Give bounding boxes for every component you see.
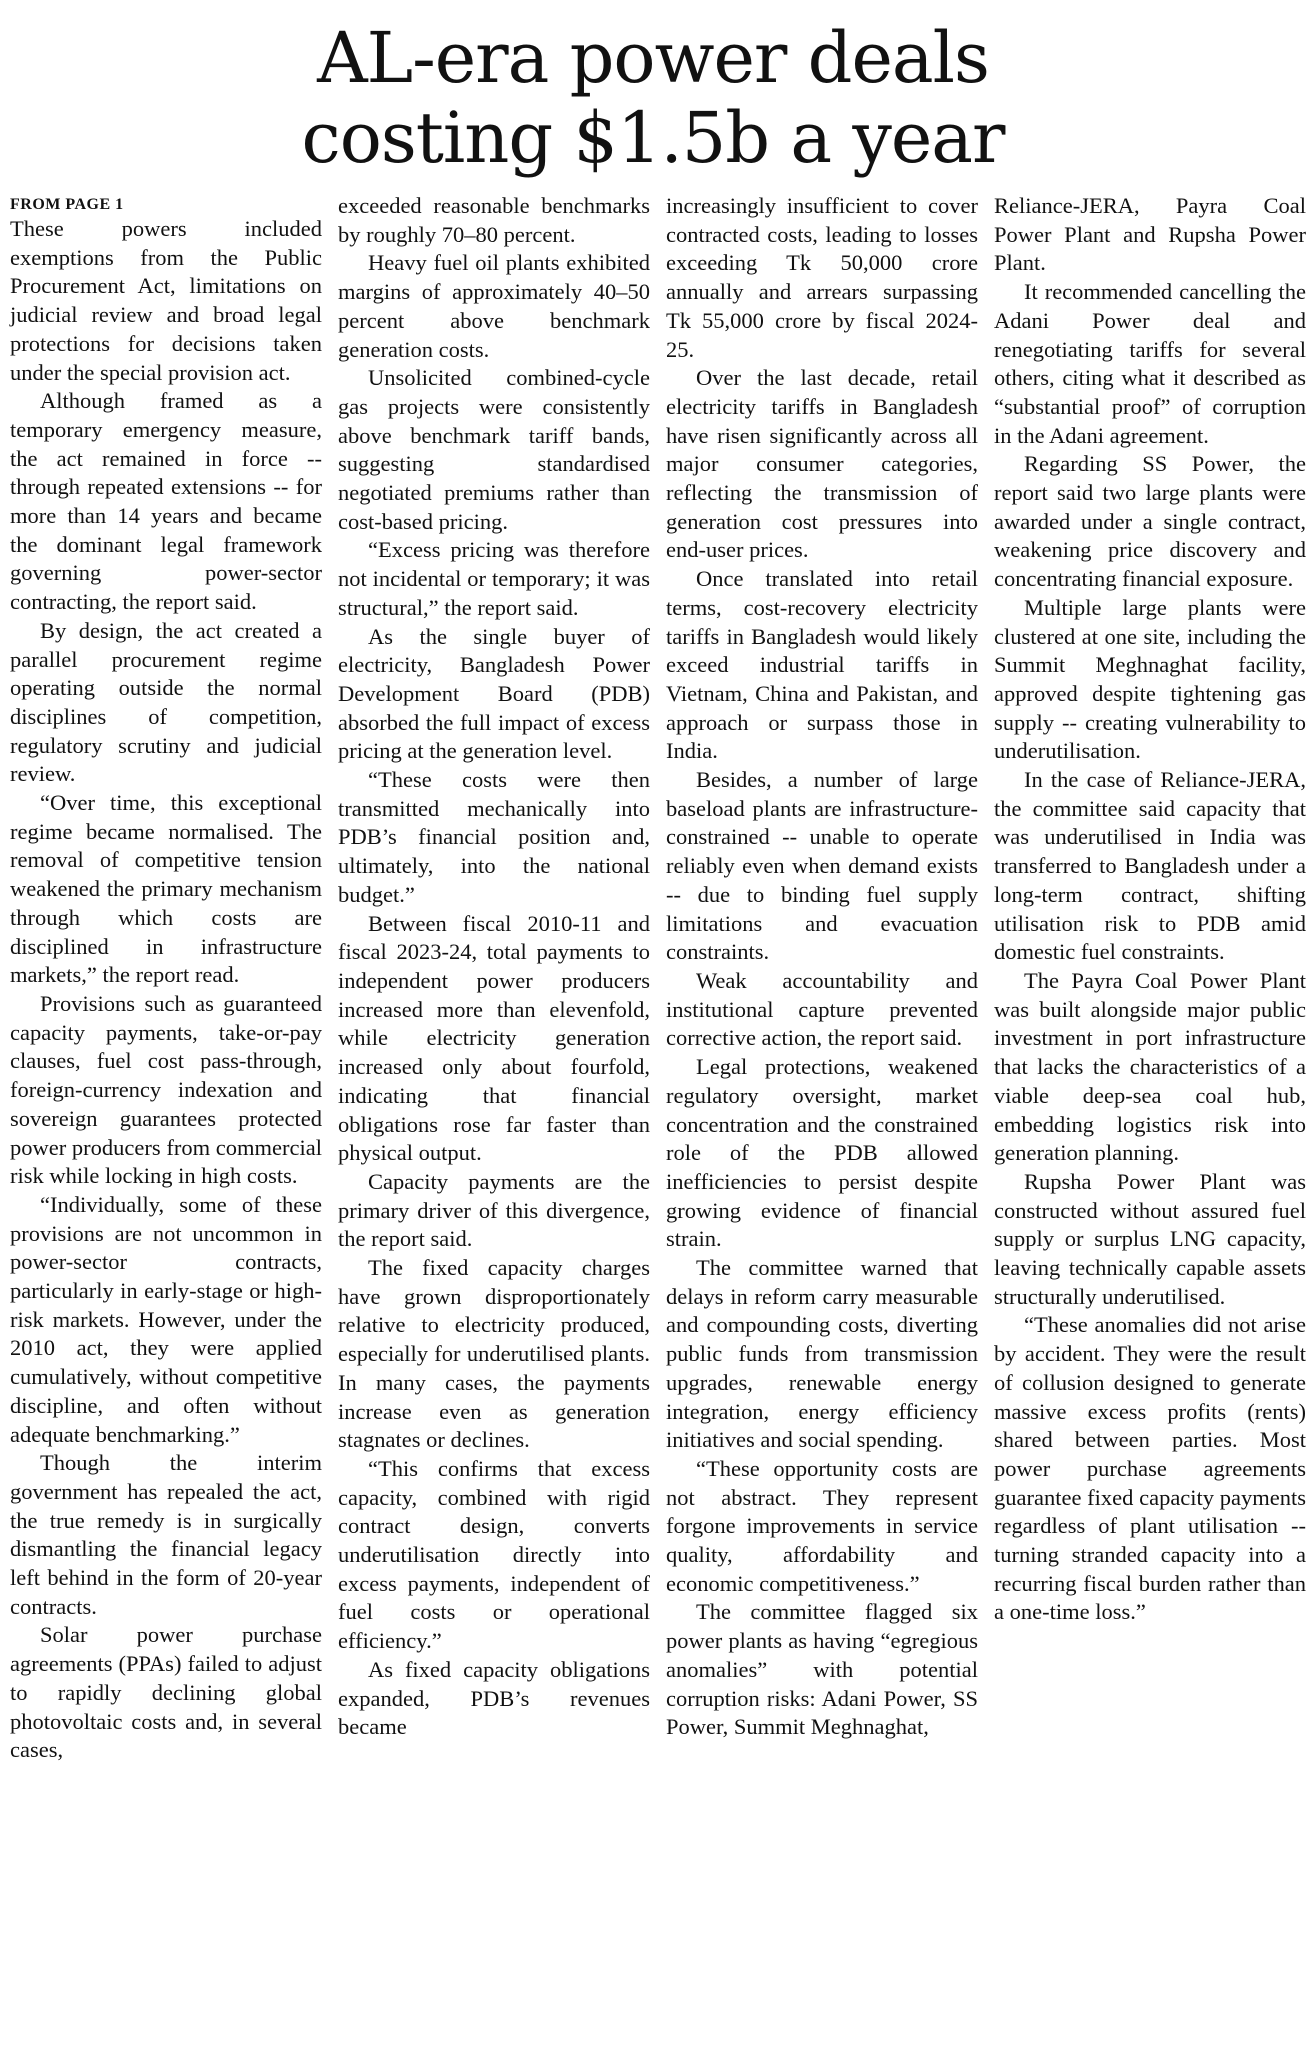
paragraph: Once translated into retail terms, cost-recovery electricity tariffs in Bangladesh would likely exceed industrial tariffs in Vietnam, China and Pakistan, and approach or surpass those in India. [666,566,978,764]
column-3 [666,192,978,1742]
paragraph: Legal protections, weakened regulatory oversight, market concentration and the constrained role of the PDB allowed inefficiencies to persist despite growing evidence of financial strain. [666,1054,978,1252]
paragraph: Over the last decade, retail electricity tariffs in Bangladesh have risen significantly across all major consumer categories, reflecting the transmission of generation cost pressures into end-user prices. [666,365,978,563]
paragraph: “These costs were then transmitted mechanically into PDB’s financial position and, ultimately, into the national budget.” [338,767,650,907]
paragraph: Capacity payments are the primary driver of this divergence, the report said. [338,1168,650,1252]
paragraph: Though the interim government has repealed the act, the true remedy is in surgically dismantling the financial legacy left behind in the form of 20-year contracts. [10,1450,322,1619]
paragraph: Heavy fuel oil plants exhibited margins of approximately 40–50 percent above benchmark generation costs. [338,250,650,362]
paragraph: Besides, a number of large baseload plants are infrastructure-constrained -- unable to operate reliably even when demand exists -- due to binding fuel supply limitations and evacuation constraints. [666,767,978,965]
paragraph: Weak accountability and institutional capture prevented corrective action, the report said. [666,967,978,1051]
paragraph: “Individually, some of these provisions are not uncommon in power-sector contracts, particularly in early-stage or high-risk markets. However, under the 2010 act, they were applied cumulatively, without competitive discipline, and often without adequate benchmarking.” [10,1191,322,1447]
paragraph: Rupsha Power Plant was constructed without assured fuel supply or surplus LNG capacity, leaving technically capable assets structurally underutilised. [994,1168,1306,1309]
paragraph: In the case of Reliance-JERA, the committee said capacity that was underutilised in India was transferred to Bangladesh under a long-term contract, shifting utilisation risk to PDB amid domestic fuel constraints. [994,767,1306,965]
paragraph: “These anomalies did not arise by accident. They were the result of collusion designed to generate massive excess profits (rents) shared between parties. Most power purchase agreements guarantee fixed capacity payments regardless of plant utilisation -- turning stranded capacity into a recurring fiscal burden rather than a one-time loss.” [994,1312,1306,1625]
paragraph: Multiple large plants were clustered at one site, including the Summit Meghnaghat facility, approved despite tightening gas supply -- creating vulnerability to underutilisation. [994,594,1306,764]
column-1 [10,195,322,1765]
paragraph: By design, the act created a parallel procurement regime operating outside the normal disciplines of competition, regulatory scrutiny and judicial review. [10,617,322,787]
column-4 [994,192,1306,1627]
paragraph: These powers included exemptions from the Public Procurement Act, limitations on judicial review and broad legal protections for decisions taken under the special provision act. [10,216,322,385]
paragraph: Although framed as a temporary emergency measure, the act remained in force -- through repeated extensions -- for more than 14 years and became the dominant legal framework governing power-sector contracting, the report said. [10,388,322,615]
paragraph: As fixed capacity obligations expanded, PDB’s revenues became [338,1656,650,1740]
paragraph: Provisions such as guaranteed capacity payments, take-or-pay clauses, fuel cost pass-through, foreign-currency indexation and sovereign guarantees protected power producers from commercial risk while locking in high costs. [10,990,322,1189]
paragraph: Unsolicited combined-cycle gas projects were consistently above benchmark tariff bands, suggesting standardised negotiated premiums rather than cost-based pricing. [338,365,650,534]
paragraph: “This confirms that excess capacity, combined with rigid contract design, converts underutilisation directly into excess payments, independent of fuel costs or operational efficiency.” [338,1455,650,1654]
paragraph: Solar power purchase agreements (PPAs) failed to adjust to rapidly declining global photovoltaic costs and, in several cases, [10,1622,322,1763]
column-2 [338,192,650,1742]
paragraph: Regarding SS Power, the report said two large plants were awarded under a single contract, weakening price discovery and concentrating financial exposure. [994,451,1306,592]
paragraph: The fixed capacity charges have grown disproportionately relative to electricity produced, especially for underutilised plants. In many cases, the payments increase even as generation stagnates or declines. [338,1255,650,1453]
paragraph: The committee warned that delays in reform carry measurable and compounding costs, diverting public funds from transmission upgrades, renewable energy integration, energy efficiency initiatives and social spending. [666,1255,978,1453]
paragraph: As the single buyer of electricity, Bangladesh Power Development Board (PDB) absorbed the full impact of excess pricing at the generation level. [338,623,650,764]
paragraph: exceeded reasonable benchmarks by roughly 70–80 percent. [338,193,650,247]
headline-line-1: AL-era power deals [317,17,989,99]
paragraph: It recommended cancelling the Adani Power deal and renegotiating tariffs for several others, citing what it described as “substantial proof” of corruption in the Adani agreement. [994,279,1306,448]
headline-line-2: costing $1.5b a year [301,97,1005,179]
paragraph: “Over time, this exceptional regime became normalised. The removal of competitive tension weakened the primary mechanism through which costs are disciplined in infrastructure markets,” the report read. [10,790,322,988]
paragraph: The committee flagged six power plants as having “egregious anomalies” with potential corruption risks: Adani Power, SS Power, Summit Meghnaghat, [666,1599,978,1740]
kicker-from-page: FROM PAGE 1 [10,196,124,213]
paragraph: The Payra Coal Power Plant was built alongside major public investment in port infrastructure that lacks the characteristics of a viable deep-sea coal hub, embedding logistics risk into generation planning. [994,967,1306,1166]
paragraph: Reliance-JERA, Payra Coal Power Plant and Rupsha Power Plant. [994,193,1306,276]
paragraph: “These opportunity costs are not abstract. They represent forgone improvements in service quality, affordability and economic competitiveness.” [666,1455,978,1596]
paragraph: “Excess pricing was therefore not incidental or temporary; it was structural,” the report said. [338,537,650,620]
paragraph: Between fiscal 2010-11 and fiscal 2023-24, total payments to independent power producers increased more than elevenfold, while electricity generation increased only about fourfold, indicating that financial obligations rose far faster than physical output. [338,910,650,1166]
paragraph: increasingly insufficient to cover contracted costs, leading to losses exceeding Tk 50,000 crore annually and arrears surpassing Tk 55,000 crore by fiscal 2024-25. [666,193,978,362]
headline [0,18,1306,178]
